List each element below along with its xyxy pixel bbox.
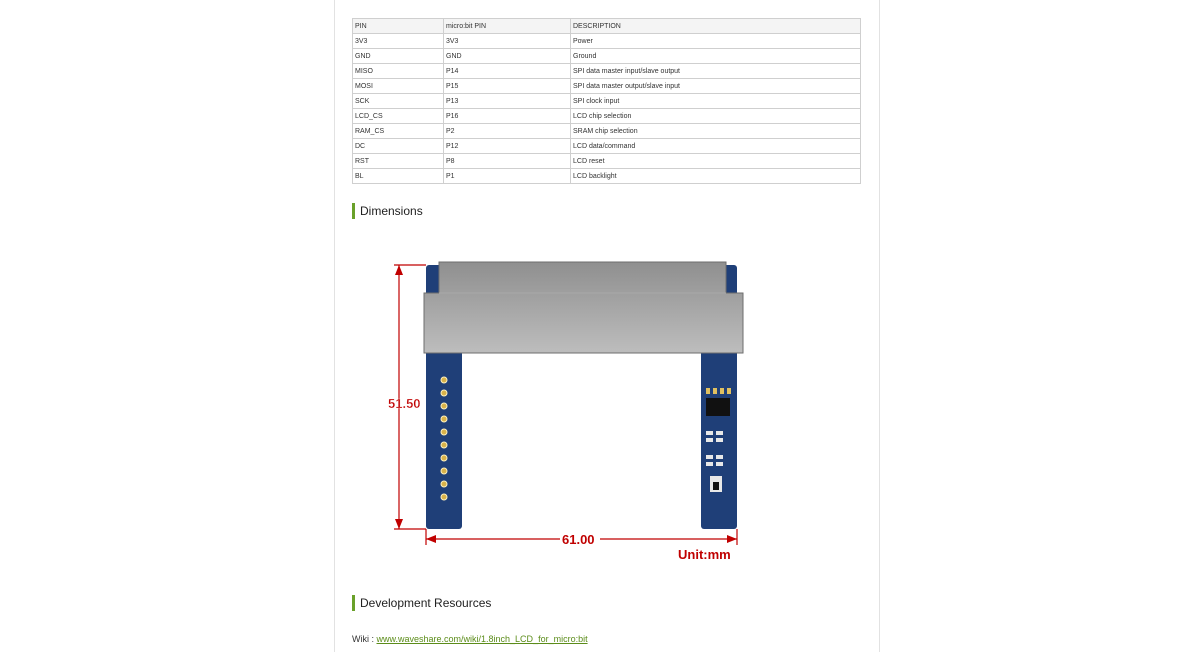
table-cell: DC	[353, 139, 444, 154]
table-row	[353, 34, 861, 49]
unit-label: Unit:mm	[678, 547, 731, 562]
width-arrow-left	[426, 535, 436, 543]
table-row	[353, 109, 861, 124]
table-cell: SPI clock input	[571, 94, 861, 109]
table-cell: LCD chip selection	[571, 109, 861, 124]
table-cell: P2	[444, 124, 571, 139]
table-cell: SPI data master output/slave input	[571, 79, 861, 94]
lcd-module	[424, 262, 743, 353]
table-row	[353, 169, 861, 184]
table-cell: LCD_CS	[353, 109, 444, 124]
width-arrow-right	[727, 535, 737, 543]
table-row	[353, 64, 861, 79]
table-row	[353, 139, 861, 154]
table-header-row	[353, 19, 861, 34]
table-cell: SCK	[353, 94, 444, 109]
table-row	[353, 94, 861, 109]
table-cell: Power	[571, 34, 861, 49]
table-cell: MOSI	[353, 79, 444, 94]
table-cell: 3V3	[444, 34, 571, 49]
table-cell: LCD data/command	[571, 139, 861, 154]
table-cell: LCD backlight	[571, 169, 861, 184]
column-header-pin: PIN	[353, 19, 444, 34]
sram-chip	[706, 398, 730, 416]
table-cell: RAM_CS	[353, 124, 444, 139]
column-header-microbit-pin: micro:bit PIN	[444, 19, 571, 34]
dimensions-svg	[380, 255, 770, 565]
table-cell: P8	[444, 154, 571, 169]
height-arrow-bottom	[395, 519, 403, 529]
table-cell: 3V3	[353, 34, 444, 49]
table-cell: MISO	[353, 64, 444, 79]
height-label: 51.50	[388, 396, 421, 411]
table-cell: GND	[444, 49, 571, 64]
table-cell: SRAM chip selection	[571, 124, 861, 139]
table-row	[353, 154, 861, 169]
table-cell: P15	[444, 79, 571, 94]
dimensions-heading: Dimensions	[352, 203, 423, 219]
width-label: 61.00	[562, 532, 595, 547]
table-cell: P1	[444, 169, 571, 184]
table-cell: P12	[444, 139, 571, 154]
table-cell: BL	[353, 169, 444, 184]
table-cell: LCD reset	[571, 154, 861, 169]
table-row	[353, 79, 861, 94]
pin-table	[352, 18, 861, 184]
table-row	[353, 124, 861, 139]
development-resources-heading: Development Resources	[352, 595, 491, 611]
table-cell: P16	[444, 109, 571, 124]
wiki-link[interactable]: www.waveshare.com/wiki/1.8inch_LCD_for_micro:bit	[376, 634, 588, 644]
table-cell: SPI data master input/slave output	[571, 64, 861, 79]
dimensions-diagram	[380, 255, 770, 565]
height-arrow-top	[395, 265, 403, 275]
column-header-description: DESCRIPTION	[571, 19, 861, 34]
table-cell: GND	[353, 49, 444, 64]
table-row	[353, 49, 861, 64]
table-cell: RST	[353, 154, 444, 169]
wiki-line	[352, 634, 588, 644]
table-cell: Ground	[571, 49, 861, 64]
table-cell: P14	[444, 64, 571, 79]
wiki-label: Wiki :	[352, 634, 377, 644]
table-cell: P13	[444, 94, 571, 109]
